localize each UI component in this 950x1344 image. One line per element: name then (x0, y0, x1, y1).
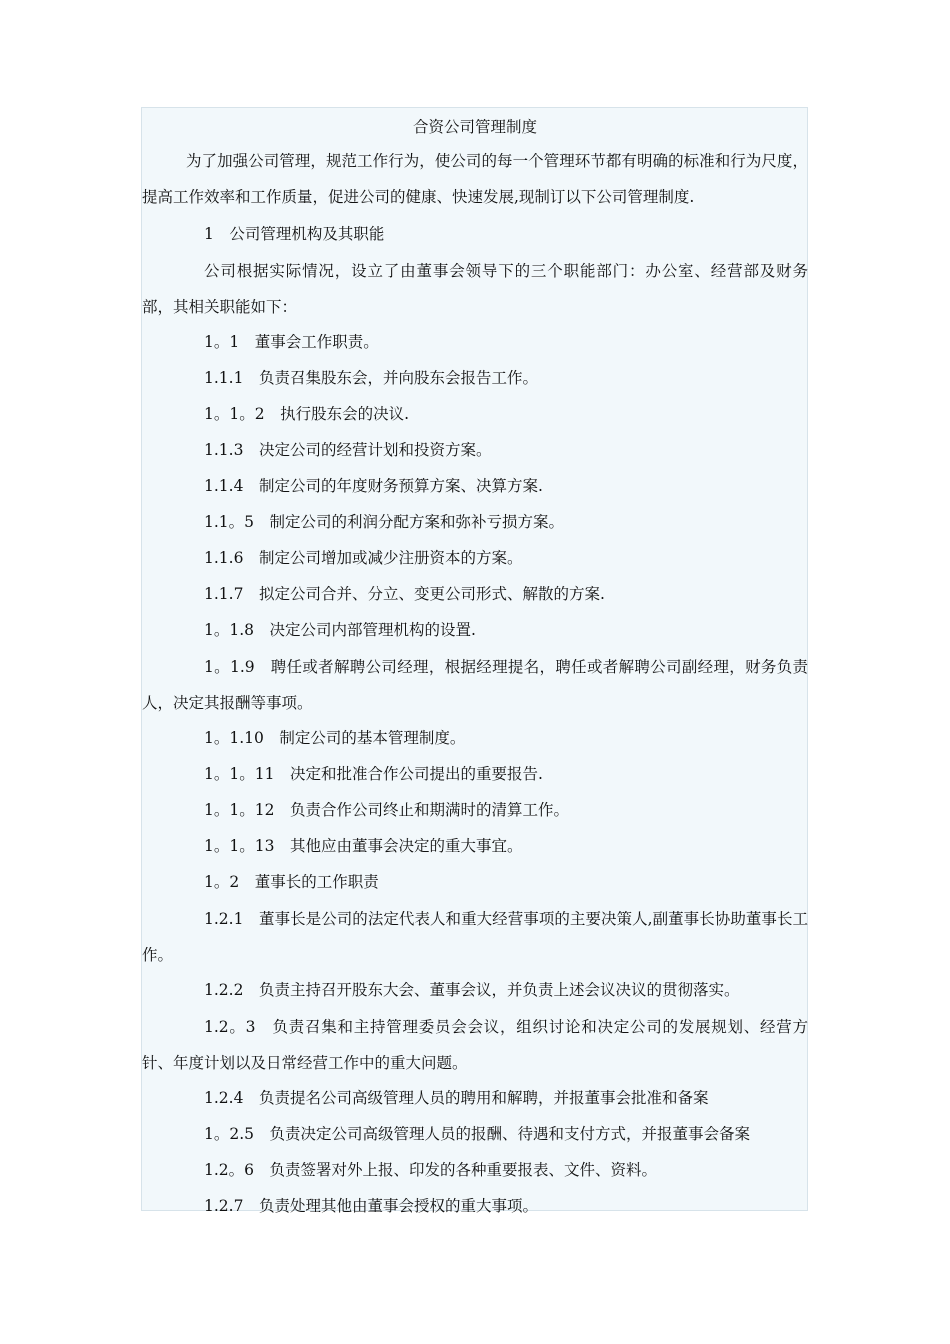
item-1-1-7: 1.1.7 拟定公司合并、分立、变更公司形式、解散的方案. (204, 585, 605, 603)
document-title: 合资公司管理制度 (412, 118, 537, 136)
item-1-1-8: 1。1.8 决定公司内部管理机构的设置. (204, 621, 476, 639)
item-1-1-1: 1.1.1 负责召集股东会，并向股东会报告工作。 (204, 369, 538, 387)
item-1-1-5: 1.1。5 制定公司的利润分配方案和弥补亏损方案。 (204, 513, 565, 531)
item-1-1-10: 1。1.10 制定公司的基本管理制度。 (204, 729, 466, 747)
item-1-1-9: 1。1.9 聘任或者解聘公司经理，根据经理提名，聘任或者解聘公司副经理，财务负责人，决定其报酬等事项。 (142, 658, 808, 712)
item-1-1-4: 1.1.4 制定公司的年度财务预算方案、决算方案. (204, 477, 543, 495)
item-1-1-11: 1。1。11 决定和批准合作公司提出的重要报告. (204, 765, 543, 783)
section-1-heading: 1 公司管理机构及其职能 (204, 225, 385, 243)
item-1-2-6: 1.2。6 负责签署对外上报、印发的各种重要报表、文件、资料。 (204, 1161, 658, 1179)
item-1-1-3: 1.1.3 决定公司的经营计划和投资方案。 (204, 441, 492, 459)
item-1-2-2: 1.2.2 负责主持召开股东大会、董事会议，并负责上述会议决议的贯彻落实。 (204, 981, 740, 999)
item-1-2-4: 1.2.4 负责提名公司高级管理人员的聘用和解聘，并报董事会批准和备案 (204, 1089, 709, 1107)
item-1-1-12: 1。1。12 负责合作公司终止和期满时的清算工作。 (204, 801, 569, 819)
item-1-2-5: 1。2.5 负责决定公司高级管理人员的报酬、待遇和支付方式，并报董事会备案 (204, 1125, 751, 1143)
item-1-1-6: 1.1.6 制定公司增加或减少注册资本的方案。 (204, 549, 523, 567)
section-1-1-heading: 1。1 董事会工作职责。 (204, 333, 379, 351)
section-1-2-heading: 1。2 董事长的工作职责 (204, 873, 379, 891)
item-1-2-7: 1.2.7 负责处理其他由董事会授权的重大事项。 (204, 1197, 538, 1215)
intro-paragraph: 为了加强公司管理，规范工作行为，使公司的每一个管理环节都有明确的标准和行为尺度，提高工作效率和工作质量，促进公司的健康、快速发展,现制订以下公司管理制度. (142, 152, 808, 206)
item-1-2-1: 1.2.1 董事长是公司的法定代表人和重大经营事项的主要决策人,副董事长协助董事长工作。 (142, 910, 808, 964)
item-1-1-13: 1。1。13 其他应由董事会决定的重大事宜。 (204, 837, 523, 855)
item-1-1-2: 1。1。2 执行股东会的决议. (204, 405, 410, 423)
section-1-intro-paragraph: 公司根据实际情况，设立了由董事会领导下的三个职能部门：办公室、经营部及财务部，其相关职能如下： (142, 262, 808, 316)
item-1-2-3: 1.2。3 负责召集和主持管理委员会会议，组织讨论和决定公司的发展规划、经营方针、年度计划以及日常经营工作中的重大问题。 (142, 1018, 808, 1072)
